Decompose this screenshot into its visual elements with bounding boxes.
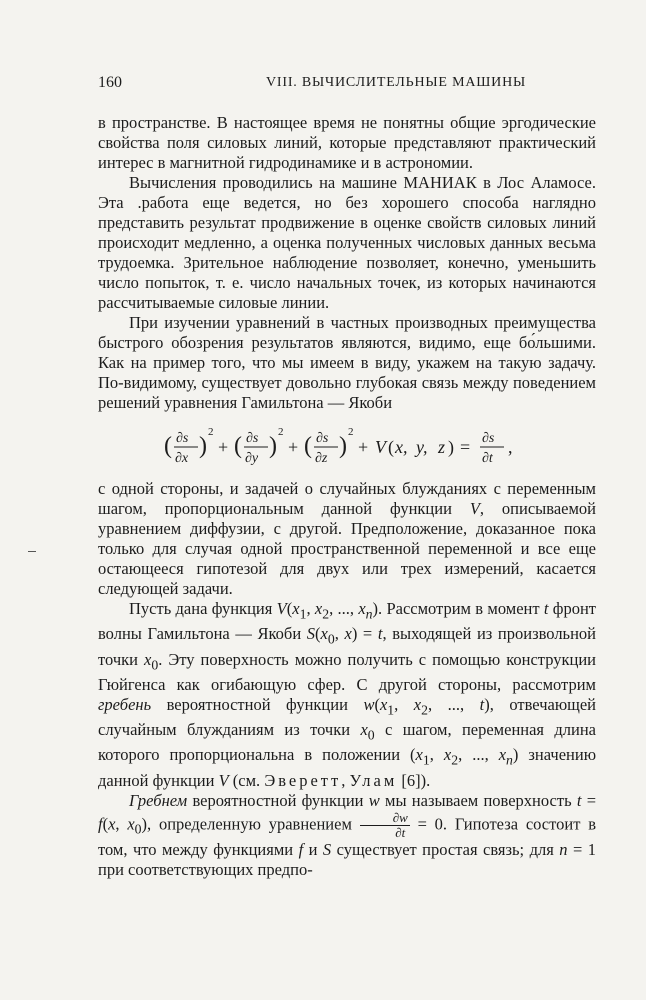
svg-text:∂y: ∂y bbox=[245, 451, 259, 466]
running-title: VIII. ВЫЧИСЛИТЕЛЬНЫЕ МАШИНЫ bbox=[266, 75, 526, 90]
svg-text:): ) bbox=[448, 437, 454, 457]
svg-text:(: ( bbox=[388, 437, 394, 457]
svg-text:∂x: ∂x bbox=[175, 451, 189, 466]
svg-text:+: + bbox=[218, 437, 229, 457]
paragraph-1: в пространстве. В настоящее время не понятны общие эргодические свойства поля силовых линий, которые представляют практический интерес в магнитной гидродинамике и в астрономии. bbox=[98, 113, 596, 172]
svg-text:x,: x, bbox=[395, 437, 408, 457]
paragraph-4: с одной стороны, и задачей о случайных блужданиях с переменным шагом, пропорциональным данной функции V, описываемой уравнением диффузии, с другой. Предположение, доказанное пока только для случая одной пространственной переменной и все еще остающееся гипотезой для двух или трех измерений, касается следующей задачи. bbox=[98, 479, 596, 598]
paragraph-5: Пусть дана функция $V(x_1$, $x_2$, ..., $x_n$). Рассмотрим в момент t фронт волны Гамильтона — Якоби $S(x_0$, x) = t, выходящей из произвольной точки $x_0$. Эту поверхность можно получить с помощью конструкции Гюйгенса как огибающую сфер. С другой стороны, рассмотрим гребень вероятностной функции $w(x_1$, $x_2$, ..., t), отвечающей случайным блужданиям из точки $x_0$ с шагом, переменная длина которого пропорциональна в положении ($x_1$, $x_2$, ..., $x_n$) значению данной функции V (см. Эверетт, Улам [6]). bbox=[98, 599, 597, 790]
svg-text:∂s: ∂s bbox=[482, 431, 495, 446]
svg-text:∂z: ∂z bbox=[315, 451, 328, 466]
svg-text:V: V bbox=[375, 437, 386, 457]
svg-text:+: + bbox=[358, 437, 369, 457]
svg-text:z: z bbox=[438, 437, 446, 457]
body-text bbox=[98, 113, 596, 880]
partial-w-over-partial-t: $\frac{\partial w}{\partial t}$ bbox=[360, 811, 410, 840]
svg-text:(: ( bbox=[234, 433, 242, 459]
paragraph-2: Вычисления проводились на машине МАНИАК в Лос Аламосе. Эта .работа еще ведется, но без хорошего способа наглядно представить результат продвижение в оценке свойств силовых линий происходит медленно, а оценка полученных числовых данных весьма трудоемка. Зрительное наблюдение позволяет, конечно, уменьшить число попыток, т. е. число начальных точек, из которых начинаются рассчитываемые силовые линии. bbox=[98, 173, 596, 312]
svg-text:=: = bbox=[460, 437, 471, 457]
svg-text:): ) bbox=[339, 433, 347, 459]
svg-text:∂s: ∂s bbox=[176, 431, 189, 446]
svg-text:+: + bbox=[288, 437, 299, 457]
paragraph-6: Гребнем вероятностной функции w мы называем поверхность t = f(x, $x_0$), определенную уравнением $\frac{\partial w}{\partial t}$ = 0. Гипотеза состоит в том, что между функциями f и S существует простая связь; для n = 1 при соответствующих предпо- bbox=[98, 790, 597, 879]
paragraph-3: При изучении уравнений в частных производных преимущества быстрого обозрения результатов являются, видимо, еще бо́льшими. Как на пример того, что мы имеем в виду, укажем на такую задачу. По-видимому, существует довольно глубокая связь между поведением решений уравнения Гамильтона — Якоби bbox=[98, 313, 596, 412]
svg-text:2: 2 bbox=[348, 426, 354, 438]
svg-text:y,: y, bbox=[416, 437, 428, 457]
svg-text:2: 2 bbox=[278, 426, 284, 438]
svg-text:∂s: ∂s bbox=[316, 431, 329, 446]
svg-text:): ) bbox=[269, 433, 277, 459]
margin-mark bbox=[28, 551, 36, 552]
svg-text:,: , bbox=[508, 437, 513, 457]
svg-text:): ) bbox=[199, 433, 207, 459]
svg-text:(: ( bbox=[304, 433, 312, 459]
page-header bbox=[98, 74, 596, 98]
svg-text:2: 2 bbox=[208, 426, 214, 438]
svg-text:∂t: ∂t bbox=[482, 451, 493, 466]
equation-graphic bbox=[98, 417, 596, 475]
svg-text:∂s: ∂s bbox=[246, 431, 259, 446]
paren: ( bbox=[164, 433, 172, 459]
page-number: 160 bbox=[98, 74, 122, 91]
hamilton-jacobi-equation bbox=[98, 417, 596, 475]
